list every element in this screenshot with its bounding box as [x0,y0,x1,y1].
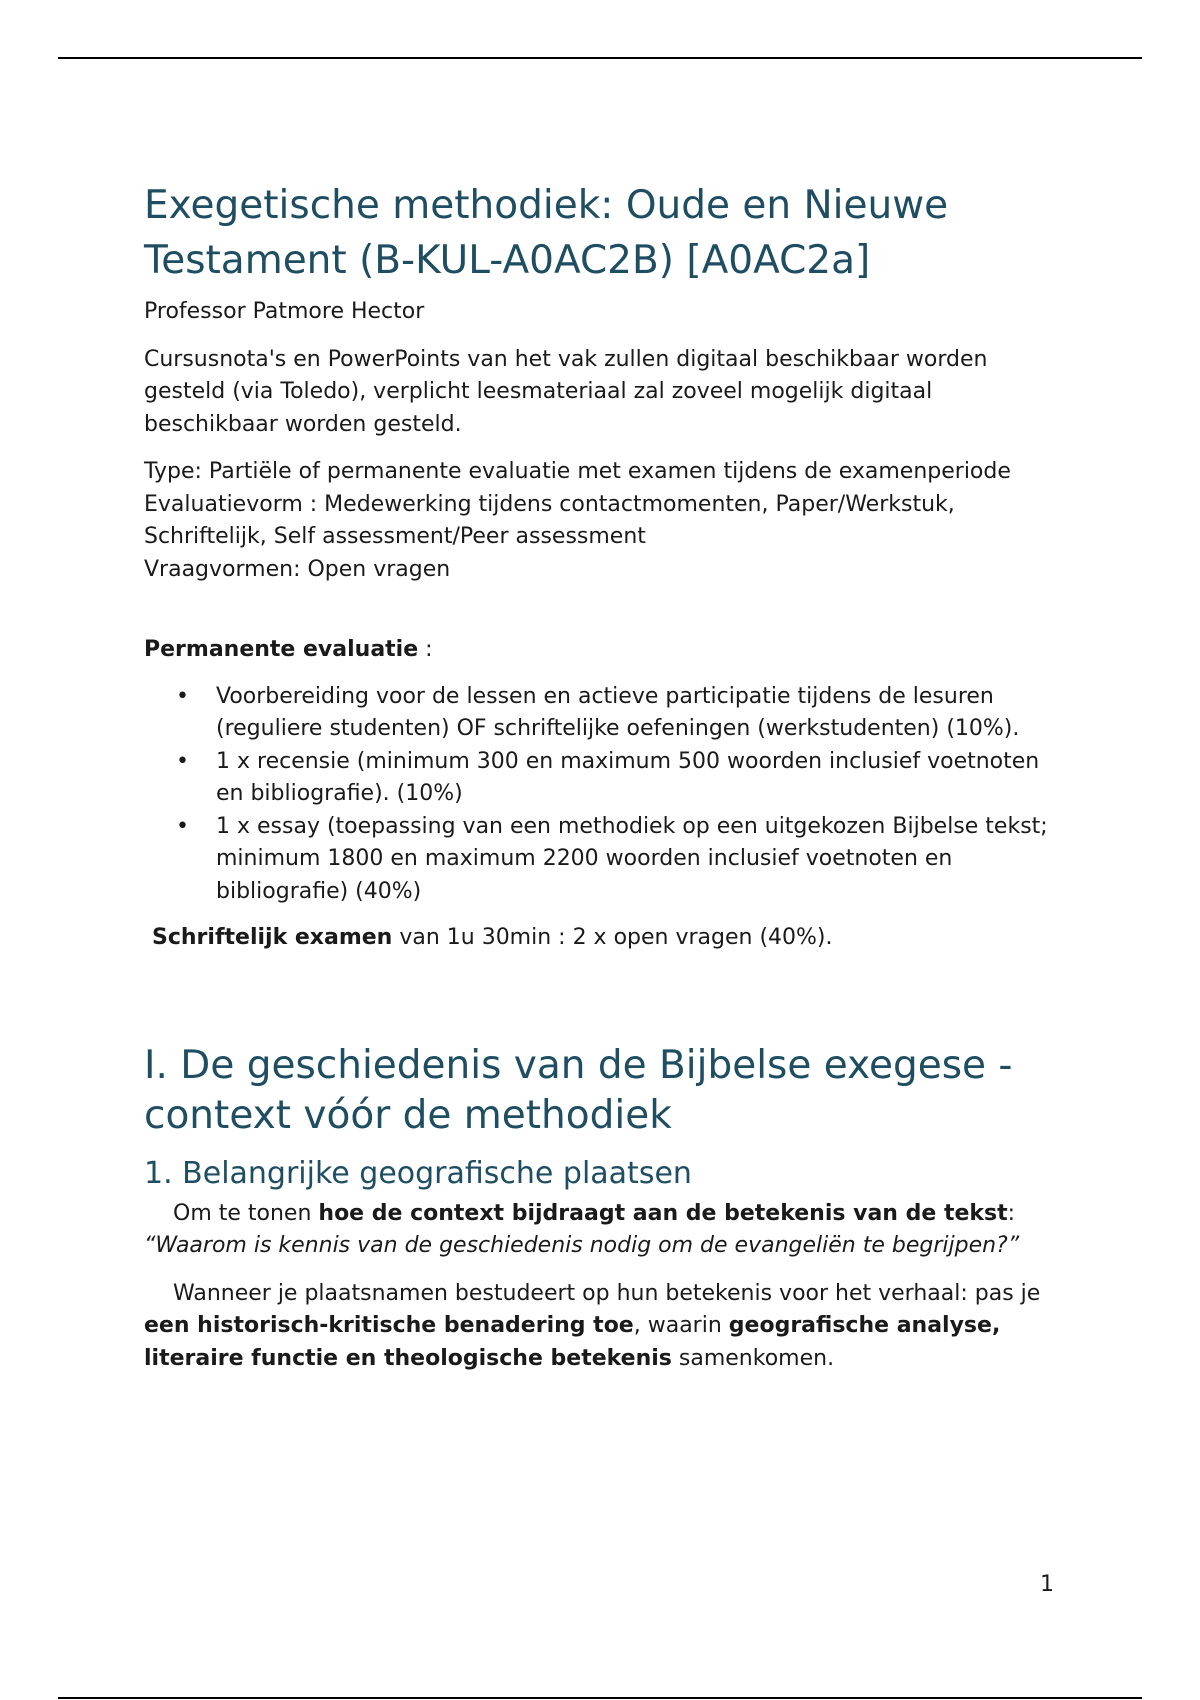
course-notes-paragraph: Cursusnota's en PowerPoints van het vak zullen digitaal beschikbaar worden gesteld (via Toledo), verplicht leesmateriaal zal zoveel mogelijk digitaal beschikbaar worden gesteld. [144,346,988,437]
placenames-paragraph [144,1278,1064,1376]
evaluation-info [144,456,1064,586]
text-run: Om te tonen [173,1200,319,1226]
permanent-evaluation-list [144,681,1064,909]
list-item [144,811,1064,909]
bold-run: een historisch-kritische benadering toe [144,1313,634,1338]
bold-run: hoe de context bijdraagt aan de betekenis van de tekst [318,1200,1008,1226]
section-heading: I. De geschiedenis van de Bijbelse exegese - context vóór de methodiek [144,1042,1013,1138]
list-item [144,681,1064,746]
permanent-evaluation-label: Permanente evaluatie [144,637,419,662]
subsection-heading: 1. Belangrijke geografische plaatsen [144,1155,692,1191]
written-exam-label: Schriftelijk examen [152,925,393,950]
text-run: : [1007,1200,1016,1226]
permanent-evaluation-suffix: : [418,637,433,662]
text-run: samenkomen. [671,1345,835,1371]
bold-run: geografische analyse, literaire functie en theologische betekenis [144,1313,1001,1371]
professor-name: Professor Patmore Hector [144,299,425,324]
permanent-evaluation-heading [144,634,1064,667]
list-item-text: Voorbereiding voor de lessen en actieve participatie tijdens de lesuren (reguliere studenten) OF schriftelijke oefeningen (werkstudenten) (10%). [216,683,1020,741]
evaluation-type: Type: Partiële of permanente evaluatie met examen tijdens de examenperiode [144,459,1011,484]
text-run: , waarin [633,1313,729,1338]
text-run: Wanneer je plaatsnamen bestudeert op hun betekenis voor het verhaal: pas je [173,1280,1041,1306]
document-body [144,178,1064,1375]
bullet-icon: • [176,683,189,709]
bullet-icon: • [176,748,189,774]
written-exam-line [144,922,1064,955]
footer-rule [58,1697,1142,1699]
italic-quote: “Waarom is kennis van de geschiedenis nodig om de evangeliën te begrijpen?” [144,1233,1020,1258]
page-number: 1 [1040,1572,1054,1597]
evaluation-form: Evaluatievorm : Medewerking tijdens contactmomenten, Paper/Werkstuk, Schriftelijk, Self assessment/Peer assessment [144,491,955,549]
course-title: Exegetische methodiek: Oude en Nieuwe Testament (B-KUL-A0AC2B) [A0AC2a] [144,183,949,283]
bullet-icon: • [176,813,189,839]
list-item-text: 1 x recensie (minimum 300 en maximum 500 woorden inclusief voetnoten en bibliografie). (10%) [216,748,1040,806]
header-rule [58,57,1142,59]
written-exam-details: van 1u 30min : 2 x open vragen (40%). [392,925,833,950]
evaluation-questions: Vraagvormen: Open vragen [144,556,451,582]
context-paragraph [144,1198,1064,1263]
list-item-text: 1 x essay (toepassing van een methodiek op een uitgekozen Bijbelse tekst; minimum 1800 en maximum 2200 woorden inclusief voetnoten en bibliografie) (40%) [216,813,1048,904]
list-item [144,746,1064,811]
